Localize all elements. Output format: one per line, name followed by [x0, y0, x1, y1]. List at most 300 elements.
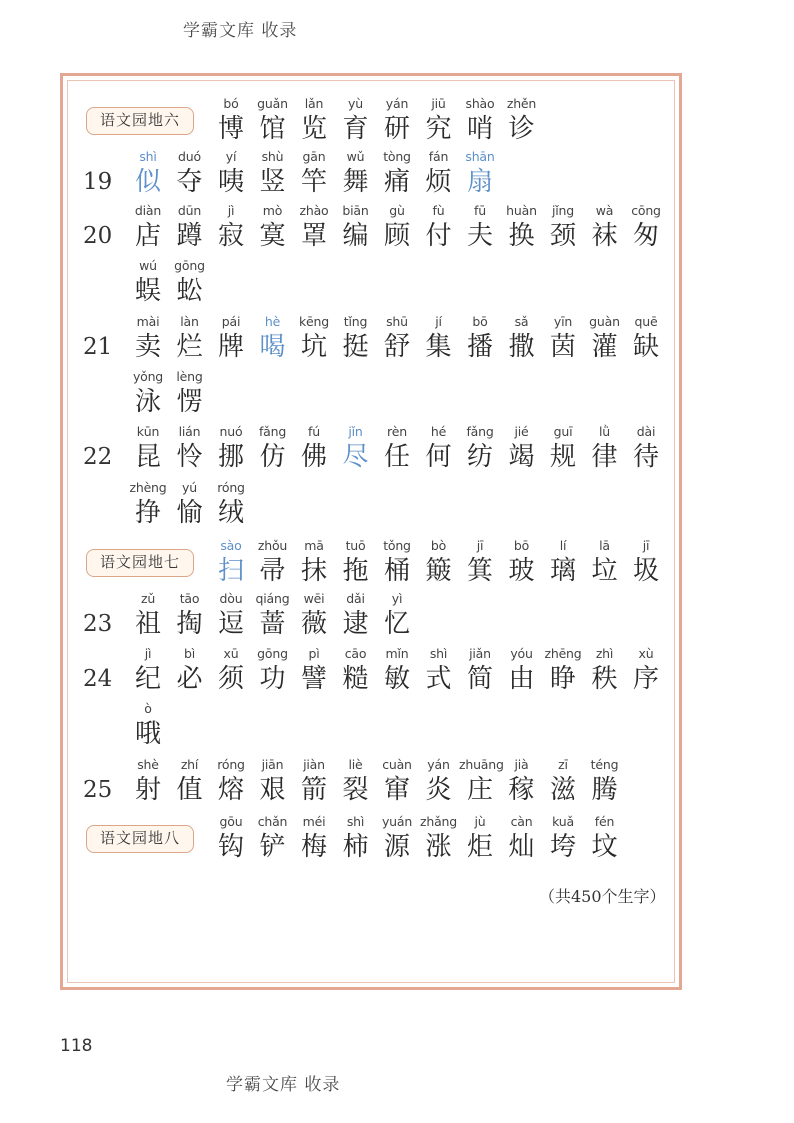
pinyin: yǒng — [132, 369, 164, 384]
pinyin: gōng — [257, 646, 288, 661]
char-cell — [459, 149, 501, 201]
lesson-row-20-continued — [63, 258, 653, 310]
pinyin: yí — [225, 149, 237, 164]
hanzi: 馆 — [259, 114, 286, 144]
char-cell — [210, 96, 252, 148]
hanzi: 挺 — [342, 332, 369, 362]
char-cell — [335, 203, 377, 255]
char-cell — [418, 538, 460, 590]
watermark-top: 学霸文库 收录 — [183, 21, 298, 41]
char-cell — [501, 424, 543, 476]
pinyin: làn — [180, 314, 199, 329]
char-cell — [210, 814, 252, 866]
char-cell — [459, 646, 501, 698]
hanzi: 竭 — [508, 442, 535, 472]
pinyin: nuó — [219, 424, 243, 439]
hanzi: 糙 — [342, 664, 369, 694]
watermark-bottom: 学霸文库 收录 — [226, 1075, 341, 1095]
pinyin: kūn — [136, 424, 160, 439]
char-cell — [210, 149, 252, 201]
pinyin: jǐng — [551, 203, 574, 218]
char-cell — [542, 538, 584, 590]
pinyin: dài — [636, 424, 656, 439]
char-cell — [293, 203, 335, 255]
hanzi: 值 — [176, 775, 203, 805]
hanzi: 功 — [259, 664, 286, 694]
hanzi: 源 — [383, 832, 410, 862]
char-cell — [459, 814, 501, 866]
pinyin: hè — [264, 314, 281, 329]
pinyin: cāo — [344, 646, 367, 661]
hanzi: 逗 — [217, 609, 244, 639]
char-cell — [418, 757, 460, 809]
pinyin: lián — [178, 424, 201, 439]
hanzi: 簸 — [425, 556, 452, 586]
char-cell — [252, 203, 294, 255]
hanzi: 袜 — [591, 221, 618, 251]
hanzi: 梅 — [300, 832, 327, 862]
hanzi: 编 — [342, 221, 369, 251]
char-cell — [376, 591, 418, 643]
char-cell — [127, 149, 169, 201]
char-cell — [418, 149, 460, 201]
hanzi: 泳 — [134, 387, 161, 417]
pinyin: fán — [428, 149, 449, 164]
hanzi: 炬 — [466, 832, 493, 862]
pinyin: mǐn — [385, 646, 409, 661]
pinyin: càn — [510, 814, 533, 829]
pinyin: sǎ — [514, 314, 529, 329]
hanzi: 匆 — [632, 221, 659, 251]
hanzi: 序 — [632, 664, 659, 694]
pinyin: jì — [144, 646, 152, 661]
char-cell — [584, 814, 626, 866]
hanzi: 滋 — [549, 775, 576, 805]
char-cell — [418, 814, 460, 866]
char-cell — [459, 203, 501, 255]
hanzi: 桶 — [383, 556, 410, 586]
pinyin: shù — [261, 149, 284, 164]
hanzi: 窜 — [383, 775, 410, 805]
char-cell — [376, 314, 418, 366]
char-cell — [418, 203, 460, 255]
lesson-number: 23 — [83, 611, 113, 637]
pinyin: wǔ — [346, 149, 365, 164]
char-cell — [459, 314, 501, 366]
char-cell — [418, 314, 460, 366]
char-cell — [584, 314, 626, 366]
char-cell — [584, 424, 626, 476]
char-cell — [625, 538, 667, 590]
hanzi: 箕 — [466, 556, 493, 586]
pinyin: wú — [139, 258, 157, 273]
section-row-yuwen-6 — [63, 96, 653, 148]
char-cell — [376, 646, 418, 698]
char-cell — [210, 203, 252, 255]
pinyin: zhì — [595, 646, 614, 661]
pinyin: zhào — [299, 203, 329, 218]
hanzi: 夺 — [176, 167, 203, 197]
char-cell — [625, 424, 667, 476]
pinyin: jī — [642, 538, 650, 553]
char-cell — [542, 646, 584, 698]
char-cell — [625, 203, 667, 255]
pinyin: fǎng — [466, 424, 494, 439]
char-cell — [127, 258, 169, 310]
hanzi: 祖 — [134, 609, 161, 639]
hanzi: 哨 — [466, 114, 493, 144]
hanzi: 坑 — [300, 332, 327, 362]
pinyin: shì — [139, 149, 157, 164]
char-cell — [293, 814, 335, 866]
hanzi: 寂 — [217, 221, 244, 251]
char-cell — [210, 757, 252, 809]
pinyin: téng — [590, 757, 619, 772]
char-cell — [293, 96, 335, 148]
hanzi: 帚 — [259, 556, 286, 586]
hanzi: 博 — [217, 114, 244, 144]
char-cell — [584, 538, 626, 590]
pinyin: bò — [430, 538, 447, 553]
hanzi: 烂 — [176, 332, 203, 362]
lesson-row-24-continued — [63, 701, 653, 753]
char-cell — [625, 646, 667, 698]
char-cell — [376, 538, 418, 590]
lesson-row-21 — [63, 314, 659, 366]
hanzi: 茵 — [549, 332, 576, 362]
pinyin: shān — [465, 149, 495, 164]
char-cell — [501, 814, 543, 866]
char-cell — [169, 757, 211, 809]
hanzi: 何 — [425, 442, 452, 472]
char-cell — [252, 591, 294, 643]
pinyin: yán — [427, 757, 450, 772]
hanzi: 研 — [383, 114, 410, 144]
pinyin: yù — [348, 96, 363, 111]
char-cell — [418, 424, 460, 476]
hanzi: 愉 — [176, 498, 203, 528]
pinyin: zhǒu — [257, 538, 288, 553]
pinyin: zī — [558, 757, 568, 772]
lesson-number: 24 — [83, 666, 113, 692]
hanzi: 庄 — [466, 775, 493, 805]
hanzi: 腾 — [591, 775, 618, 805]
pinyin: fén — [594, 814, 615, 829]
pinyin: jǐn — [348, 424, 363, 439]
hanzi: 舒 — [383, 332, 410, 362]
char-cell — [169, 258, 211, 310]
char-cell — [459, 424, 501, 476]
hanzi: 究 — [425, 114, 452, 144]
pinyin: fù — [432, 203, 445, 218]
hanzi: 扫 — [217, 556, 244, 586]
page-number: 118 — [60, 1036, 93, 1056]
pinyin: guàn — [589, 314, 620, 329]
char-cell — [501, 314, 543, 366]
pinyin: pái — [221, 314, 241, 329]
pinyin: tuō — [345, 538, 366, 553]
hanzi: 夫 — [466, 221, 493, 251]
hanzi: 店 — [134, 221, 161, 251]
pinyin: yīn — [553, 314, 573, 329]
pinyin: jià — [514, 757, 529, 772]
pinyin: lā — [599, 538, 610, 553]
char-cell — [293, 646, 335, 698]
hanzi: 秩 — [591, 664, 618, 694]
char-cell — [335, 96, 377, 148]
hanzi: 须 — [217, 664, 244, 694]
char-cell — [127, 646, 169, 698]
pinyin: yuán — [381, 814, 413, 829]
hanzi: 集 — [425, 332, 452, 362]
char-cell — [542, 424, 584, 476]
pinyin: jì — [227, 203, 235, 218]
hanzi: 裂 — [342, 775, 369, 805]
char-cell — [169, 314, 211, 366]
pinyin: róng — [217, 480, 245, 495]
lesson-row-24 — [63, 646, 659, 698]
pinyin: róng — [217, 757, 245, 772]
hanzi: 舞 — [342, 167, 369, 197]
lesson-row-23 — [63, 591, 653, 643]
hanzi: 绒 — [217, 498, 244, 528]
pinyin: mò — [262, 203, 283, 218]
hanzi: 睁 — [549, 664, 576, 694]
char-cell — [501, 203, 543, 255]
char-cell — [335, 149, 377, 201]
char-cell — [376, 203, 418, 255]
hanzi: 圾 — [632, 556, 659, 586]
char-cell — [584, 646, 626, 698]
section-tag-yuwen-7: 语文园地七 — [86, 549, 194, 577]
char-cell — [169, 591, 211, 643]
char-cell — [501, 96, 543, 148]
char-cell — [376, 757, 418, 809]
pinyin: tāo — [179, 591, 200, 606]
hanzi: 咦 — [217, 167, 244, 197]
pinyin: lǎn — [304, 96, 324, 111]
hanzi: 纺 — [466, 442, 493, 472]
char-cell — [584, 203, 626, 255]
pinyin: diàn — [134, 203, 162, 218]
char-cell — [542, 814, 584, 866]
pinyin: zhēng — [544, 646, 582, 661]
char-cell — [252, 538, 294, 590]
hanzi: 烦 — [425, 167, 452, 197]
hanzi: 射 — [134, 775, 161, 805]
hanzi: 览 — [300, 114, 327, 144]
char-cell — [127, 757, 169, 809]
char-cell — [210, 646, 252, 698]
pinyin: tǒng — [383, 538, 411, 553]
lesson-row-22 — [63, 424, 659, 476]
pinyin: ò — [144, 701, 152, 716]
pinyin: jiū — [431, 96, 446, 111]
pinyin: shì — [429, 646, 448, 661]
lesson-number: 21 — [83, 334, 113, 360]
hanzi: 竿 — [300, 167, 327, 197]
hanzi: 箭 — [300, 775, 327, 805]
pinyin: huàn — [506, 203, 537, 218]
total-count-note: （共450个生字） — [539, 887, 666, 906]
pinyin: gōu — [219, 814, 243, 829]
hanzi: 式 — [425, 664, 452, 694]
pinyin: yóu — [510, 646, 533, 661]
char-cell — [127, 480, 169, 532]
pinyin: xū — [223, 646, 239, 661]
char-cell — [127, 203, 169, 255]
hanzi: 掏 — [176, 609, 203, 639]
pinyin: wēi — [303, 591, 325, 606]
hanzi: 玻 — [508, 556, 535, 586]
hanzi: 佛 — [300, 442, 327, 472]
section-tag-yuwen-8: 语文园地八 — [86, 825, 194, 853]
char-cell — [335, 591, 377, 643]
pinyin: shào — [465, 96, 495, 111]
lesson-number: 22 — [83, 444, 113, 470]
pinyin: dòu — [219, 591, 243, 606]
char-cell — [293, 538, 335, 590]
hanzi: 罩 — [300, 221, 327, 251]
pinyin: jí — [435, 314, 442, 329]
char-cell — [252, 149, 294, 201]
hanzi: 简 — [466, 664, 493, 694]
char-cell — [252, 646, 294, 698]
char-cell — [252, 814, 294, 866]
hanzi: 垮 — [549, 832, 576, 862]
pinyin: qiáng — [255, 591, 290, 606]
pinyin: mài — [136, 314, 160, 329]
hanzi: 喝 — [259, 332, 286, 362]
char-cell — [501, 646, 543, 698]
pinyin: biān — [342, 203, 369, 218]
char-cell — [210, 538, 252, 590]
hanzi: 卖 — [134, 332, 161, 362]
hanzi: 待 — [632, 442, 659, 472]
hanzi: 艰 — [259, 775, 286, 805]
pinyin: yì — [391, 591, 403, 606]
char-cell — [293, 314, 335, 366]
char-cell — [584, 757, 626, 809]
pinyin: gōng — [174, 258, 205, 273]
hanzi: 痛 — [383, 167, 410, 197]
pinyin: lí — [559, 538, 567, 553]
hanzi: 撒 — [508, 332, 535, 362]
pinyin: kuǎ — [552, 814, 574, 829]
char-cell — [459, 538, 501, 590]
pinyin: shì — [346, 814, 365, 829]
section-row-yuwen-8 — [63, 814, 653, 866]
hanzi: 扇 — [466, 167, 493, 197]
char-cell — [293, 149, 335, 201]
char-cell — [501, 757, 543, 809]
char-cell — [169, 646, 211, 698]
pinyin: cuàn — [382, 757, 412, 772]
hanzi: 付 — [425, 221, 452, 251]
hanzi: 熔 — [217, 775, 244, 805]
lesson-number: 25 — [83, 777, 113, 803]
hanzi: 寞 — [259, 221, 286, 251]
pinyin: zhèng — [129, 480, 167, 495]
hanzi: 哦 — [134, 719, 161, 749]
hanzi: 蚣 — [176, 276, 203, 306]
hanzi: 怜 — [176, 442, 203, 472]
char-cell — [252, 96, 294, 148]
hanzi: 诊 — [508, 114, 535, 144]
hanzi: 譬 — [300, 664, 327, 694]
char-cell — [459, 96, 501, 148]
pinyin: duó — [178, 149, 201, 164]
char-cell — [293, 757, 335, 809]
pinyin: mā — [304, 538, 324, 553]
hanzi: 规 — [549, 442, 576, 472]
section-tag-yuwen-6: 语文园地六 — [86, 107, 194, 135]
char-cell — [210, 424, 252, 476]
char-cell — [335, 314, 377, 366]
pinyin: sào — [220, 538, 242, 553]
hanzi: 换 — [508, 221, 535, 251]
hanzi: 律 — [591, 442, 618, 472]
pinyin: jiǎn — [469, 646, 491, 661]
char-cell — [252, 757, 294, 809]
hanzi: 必 — [176, 664, 203, 694]
hanzi: 似 — [134, 167, 161, 197]
char-cell — [335, 424, 377, 476]
hanzi: 敏 — [383, 664, 410, 694]
pinyin: fǎng — [258, 424, 287, 439]
hanzi: 稼 — [508, 775, 535, 805]
pinyin: lèng — [176, 369, 203, 384]
lesson-row-19 — [63, 149, 653, 201]
pinyin: bì — [183, 646, 195, 661]
pinyin: guī — [553, 424, 573, 439]
pinyin: yán — [385, 96, 409, 111]
pinyin: lǜ — [599, 424, 610, 439]
char-cell — [252, 424, 294, 476]
pinyin: jiàn — [303, 757, 325, 772]
char-cell — [418, 646, 460, 698]
lesson-row-21-continued — [63, 369, 653, 421]
char-cell — [335, 757, 377, 809]
char-cell — [376, 149, 418, 201]
char-cell — [293, 424, 335, 476]
hanzi: 牌 — [217, 332, 244, 362]
pinyin: jié — [514, 424, 529, 439]
char-cell — [501, 538, 543, 590]
hanzi: 尽 — [342, 442, 369, 472]
pinyin: zhí — [180, 757, 199, 772]
pinyin: bó — [223, 96, 239, 111]
pinyin: fū — [474, 203, 486, 218]
hanzi: 坟 — [591, 832, 618, 862]
char-cell — [293, 591, 335, 643]
char-cell — [459, 757, 504, 809]
char-cell — [210, 480, 252, 532]
char-cell — [418, 96, 460, 148]
char-cell — [542, 314, 584, 366]
hanzi: 竖 — [259, 167, 286, 197]
pinyin: kēng — [299, 314, 329, 329]
character-table-frame — [60, 73, 682, 990]
char-cell — [127, 369, 169, 421]
hanzi: 仿 — [259, 442, 286, 472]
pinyin: tòng — [383, 149, 411, 164]
pinyin: shū — [386, 314, 408, 329]
hanzi: 灌 — [591, 332, 618, 362]
pinyin: xù — [638, 646, 654, 661]
pinyin: hé — [430, 424, 447, 439]
lesson-number: 19 — [83, 169, 113, 195]
